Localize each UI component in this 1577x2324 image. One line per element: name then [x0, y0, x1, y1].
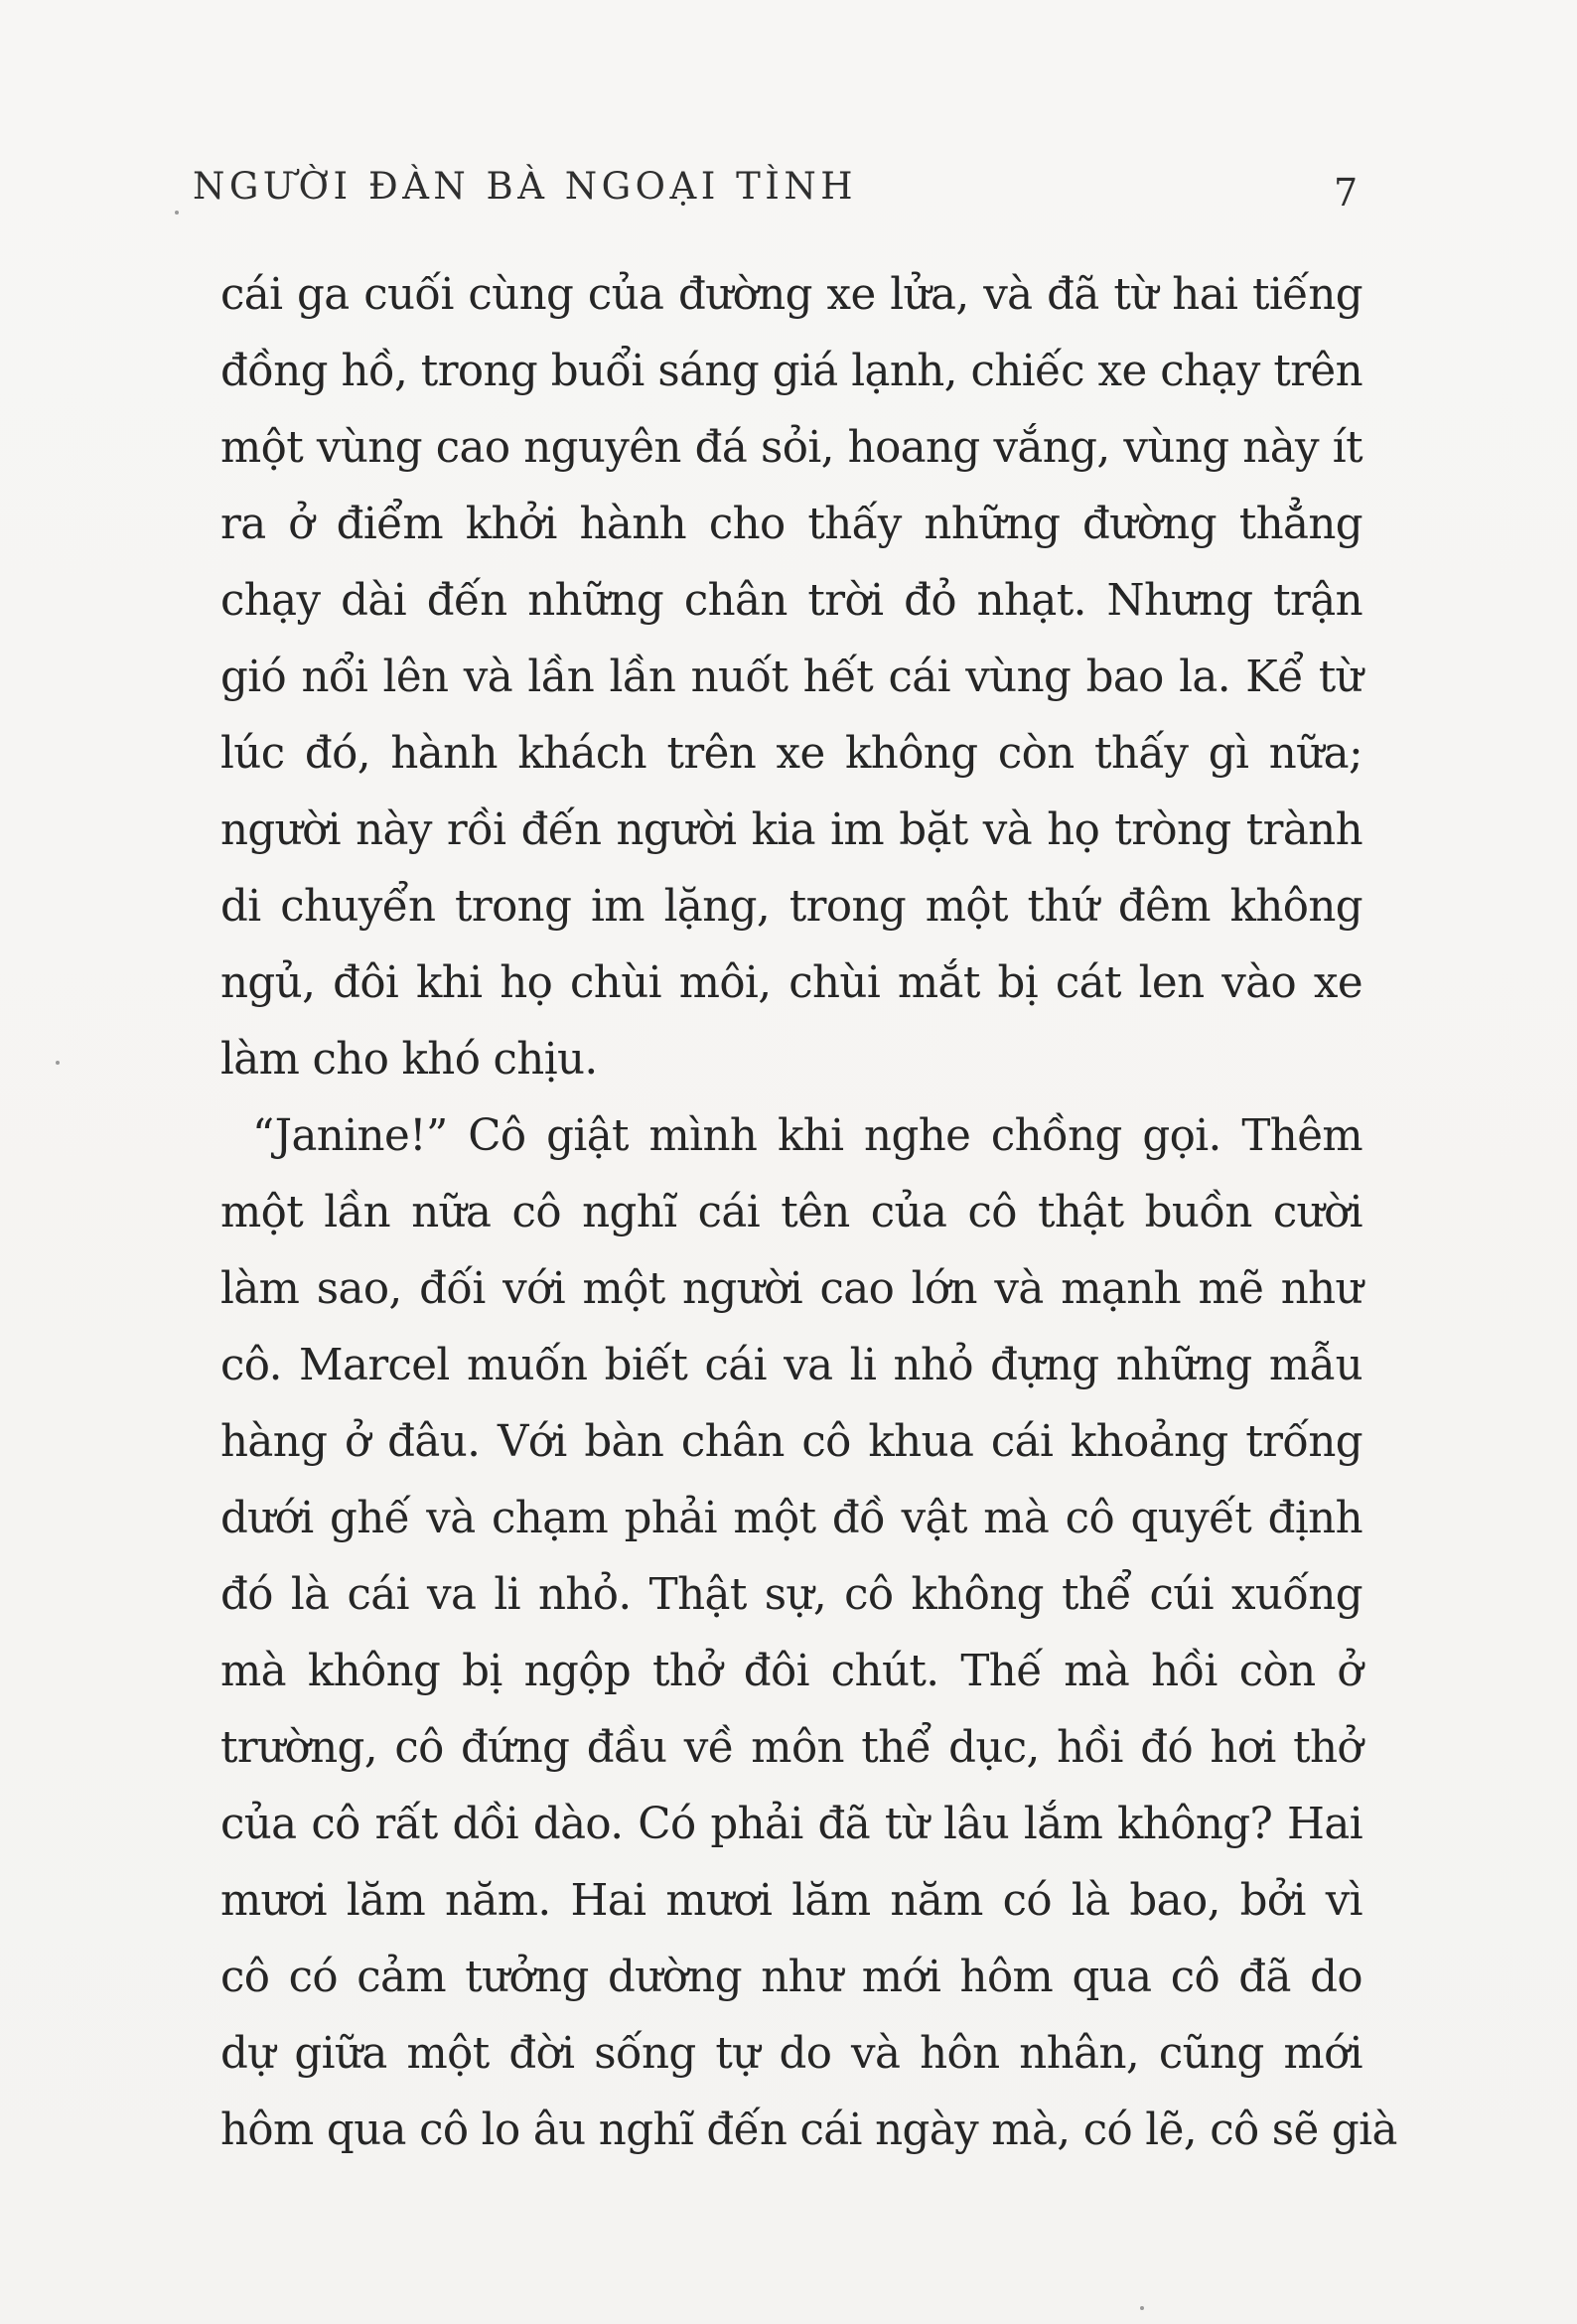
- text-line: một lần nữa cô nghĩ cái tên của cô thật buồn cười: [220, 1188, 1362, 1237]
- text-line: đó là cái va li nhỏ. Thật sự, cô không thể cúi xuống: [220, 1570, 1362, 1620]
- text-line: hôm qua cô lo âu nghĩ đến cái ngày mà, có lẽ, cô sẽ già: [220, 2106, 1397, 2155]
- text-line: di chuyển trong im lặng, trong một thứ đêm không: [220, 882, 1362, 932]
- text-line: trường, cô đứng đầu về môn thể dục, hồi đó hơi thở: [220, 1723, 1362, 1773]
- page-number: 7: [1334, 171, 1359, 215]
- text-line: làm cho khó chịu.: [220, 1035, 598, 1085]
- text-line: cô. Marcel muốn biết cái va li nhỏ đựng những mẫu: [220, 1341, 1362, 1390]
- text-line: lúc đó, hành khách trên xe không còn thấy gì nữa;: [220, 729, 1362, 779]
- text-line: gió nổi lên và lần lần nuốt hết cái vùng bao la. Kể từ: [220, 653, 1362, 702]
- running-title: NGƯỜI ĐÀN BÀ NGOẠI TÌNH: [193, 165, 858, 208]
- text-line: cô có cảm tưởng dường như mới hôm qua cô đã do: [220, 1953, 1362, 2002]
- margin-speck: [56, 1061, 60, 1065]
- text-line: mươi lăm năm. Hai mươi lăm năm có là bao, bởi vì: [220, 1876, 1362, 1926]
- margin-speck: [1140, 2306, 1144, 2310]
- text-line: hàng ở đâu. Với bàn chân cô khua cái khoảng trống: [220, 1417, 1362, 1467]
- text-line: dưới ghế và chạm phải một đồ vật mà cô quyết định: [220, 1494, 1362, 1543]
- text-line: chạy dài đến những chân trời đỏ nhạt. Nhưng trận: [220, 576, 1362, 626]
- text-line: dự giữa một đời sống tự do và hôn nhân, cũng mới: [220, 2029, 1362, 2079]
- margin-speck: [175, 211, 179, 215]
- text-line: đồng hồ, trong buổi sáng giá lạnh, chiếc xe chạy trên: [220, 347, 1362, 396]
- text-line: làm sao, đối với một người cao lớn và mạnh mẽ như: [220, 1264, 1362, 1314]
- text-line: mà không bị ngộp thở đôi chút. Thế mà hồi còn ở: [220, 1647, 1362, 1696]
- text-line: người này rồi đến người kia im bặt và họ tròng trành: [220, 805, 1362, 855]
- text-line: “Janine!” Cô giật mình khi nghe chồng gọi. Thêm: [252, 1111, 1362, 1161]
- text-line: ngủ, đôi khi họ chùi môi, chùi mắt bị cát len vào xe: [220, 958, 1362, 1008]
- text-line: của cô rất dồi dào. Có phải đã từ lâu lắm không? Hai: [220, 1800, 1362, 1849]
- text-line: ra ở điểm khởi hành cho thấy những đường thẳng: [220, 500, 1362, 549]
- text-line: cái ga cuối cùng của đường xe lửa, và đã từ hai tiếng: [220, 270, 1362, 320]
- text-line: một vùng cao nguyên đá sỏi, hoang vắng, vùng này ít: [220, 423, 1362, 473]
